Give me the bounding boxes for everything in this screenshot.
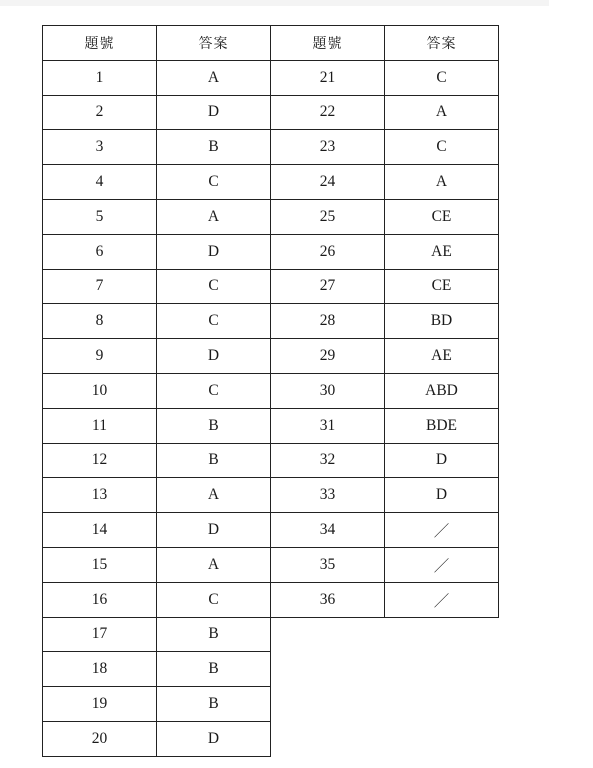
table-row: [43, 721, 499, 756]
question-number: 33: [271, 478, 385, 513]
header-question-no-left: 題號: [43, 26, 157, 61]
answer-key-body: [43, 26, 499, 757]
table-row: [43, 199, 499, 234]
answer-value: A: [385, 95, 499, 130]
question-number: 26: [271, 234, 385, 269]
question-number: 19: [43, 687, 157, 722]
question-number: 5: [43, 199, 157, 234]
page-right-margin: [549, 0, 593, 768]
question-number: 32: [271, 443, 385, 478]
answer-value: D: [157, 513, 271, 548]
empty-cell: [385, 652, 499, 687]
answer-value: A: [157, 199, 271, 234]
table-row: [43, 582, 499, 617]
answer-value: B: [157, 130, 271, 165]
answer-value: BD: [385, 304, 499, 339]
table-row: [43, 687, 499, 722]
question-number: 18: [43, 652, 157, 687]
answer-value: D: [385, 443, 499, 478]
answer-value: CE: [385, 199, 499, 234]
answer-value: B: [157, 687, 271, 722]
answer-value: A: [157, 478, 271, 513]
header-question-no-right: 題號: [271, 26, 385, 61]
empty-cell: [271, 721, 385, 756]
answer-value: C: [157, 304, 271, 339]
empty-cell: [271, 617, 385, 652]
question-number: 1: [43, 60, 157, 95]
answer-value: C: [157, 582, 271, 617]
question-number: 8: [43, 304, 157, 339]
question-number: 20: [43, 721, 157, 756]
header-row: [43, 26, 499, 61]
answer-value: B: [157, 408, 271, 443]
question-number: 30: [271, 373, 385, 408]
table-row: [43, 304, 499, 339]
question-number: 16: [43, 582, 157, 617]
table-row: [43, 547, 499, 582]
table-row: [43, 478, 499, 513]
answer-value: A: [385, 165, 499, 200]
question-number: 34: [271, 513, 385, 548]
empty-cell: [271, 652, 385, 687]
table-row: [43, 95, 499, 130]
empty-cell: [271, 687, 385, 722]
question-number: 36: [271, 582, 385, 617]
question-number: 23: [271, 130, 385, 165]
answer-value: ／: [385, 582, 499, 617]
answer-key-table: [42, 25, 499, 757]
table-row: [43, 513, 499, 548]
answer-value: CE: [385, 269, 499, 304]
answer-value: AE: [385, 339, 499, 374]
answer-value: C: [157, 373, 271, 408]
question-number: 4: [43, 165, 157, 200]
question-number: 3: [43, 130, 157, 165]
question-number: 2: [43, 95, 157, 130]
question-number: 10: [43, 373, 157, 408]
question-number: 31: [271, 408, 385, 443]
answer-value: C: [385, 60, 499, 95]
question-number: 9: [43, 339, 157, 374]
question-number: 15: [43, 547, 157, 582]
question-number: 12: [43, 443, 157, 478]
question-number: 27: [271, 269, 385, 304]
answer-value: ／: [385, 513, 499, 548]
table-row: [43, 339, 499, 374]
header-answer-right: 答案: [385, 26, 499, 61]
question-number: 21: [271, 60, 385, 95]
answer-value: D: [157, 95, 271, 130]
header-answer-left: 答案: [157, 26, 271, 61]
table-row: [43, 269, 499, 304]
table-row: [43, 617, 499, 652]
answer-value: ABD: [385, 373, 499, 408]
answer-value: ／: [385, 547, 499, 582]
answer-value: D: [157, 234, 271, 269]
answer-value: C: [157, 165, 271, 200]
table-row: [43, 165, 499, 200]
question-number: 29: [271, 339, 385, 374]
empty-cell: [385, 721, 499, 756]
answer-value: D: [385, 478, 499, 513]
question-number: 24: [271, 165, 385, 200]
answer-value: C: [385, 130, 499, 165]
answer-value: B: [157, 443, 271, 478]
answer-value: AE: [385, 234, 499, 269]
question-number: 25: [271, 199, 385, 234]
answer-value: B: [157, 652, 271, 687]
question-number: 7: [43, 269, 157, 304]
table-row: [43, 234, 499, 269]
answer-value: A: [157, 60, 271, 95]
table-row: [43, 60, 499, 95]
page-top-edge: [0, 0, 549, 6]
empty-cell: [385, 687, 499, 722]
question-number: 17: [43, 617, 157, 652]
table-row: [43, 443, 499, 478]
question-number: 6: [43, 234, 157, 269]
empty-cell: [385, 617, 499, 652]
answer-value: BDE: [385, 408, 499, 443]
question-number: 13: [43, 478, 157, 513]
answer-value: D: [157, 721, 271, 756]
question-number: 22: [271, 95, 385, 130]
answer-value: C: [157, 269, 271, 304]
table-row: [43, 652, 499, 687]
question-number: 11: [43, 408, 157, 443]
question-number: 28: [271, 304, 385, 339]
table-row: [43, 130, 499, 165]
answer-value: D: [157, 339, 271, 374]
answer-value: A: [157, 547, 271, 582]
question-number: 14: [43, 513, 157, 548]
table-row: [43, 373, 499, 408]
answer-value: B: [157, 617, 271, 652]
table-row: [43, 408, 499, 443]
question-number: 35: [271, 547, 385, 582]
